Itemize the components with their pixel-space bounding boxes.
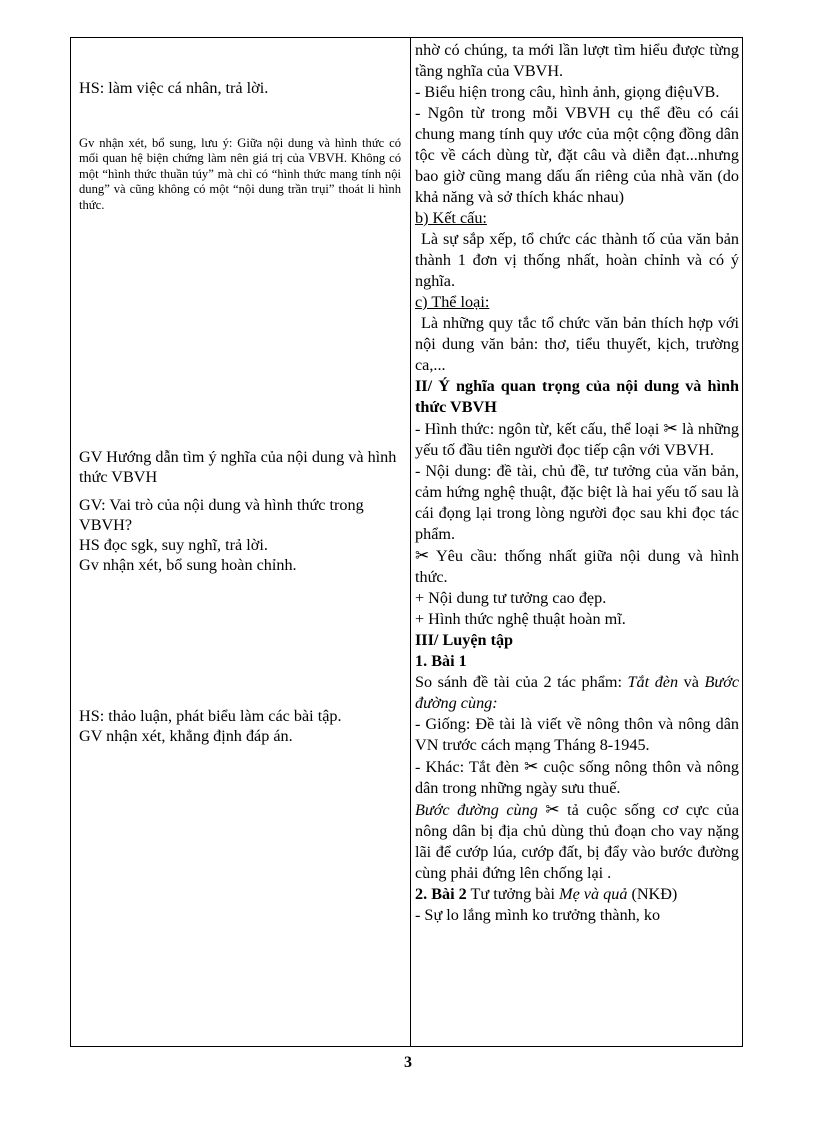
left-gv2: Gv nhận xét, bổ sung hoàn chỉnh. xyxy=(79,556,297,574)
right-p1: nhờ có chúng, ta mới lần lượt tìm hiểu được từng tầng nghĩa của VBVH. xyxy=(415,41,739,80)
ket-cau-text: Là sự sắp xếp, tổ chức các thành tố của văn bản thành 1 đơn vị thống nhất, hoàn chỉnh và có ý nghĩa. xyxy=(415,230,739,290)
content-table xyxy=(70,37,743,1047)
column-divider xyxy=(410,38,411,1046)
right-p2: - Biểu hiện trong câu, hình ảnh, giọng điệuVB. xyxy=(415,83,720,101)
last-line: - Sự lo lắng mình ko trưởng thành, ko xyxy=(415,906,661,924)
the-loai-text: Là những quy tắc tổ chức văn bản thích hợp với nội dung văn bản: thơ, tiểu thuyết, kịch, trường ca,... xyxy=(415,314,739,374)
khac-text: - Khác: Tắt đèn ✂ cuộc sống nông thôn và nông dân trong những ngày sưu thuế. xyxy=(415,757,739,797)
heading-the-loai: c) Thể loại: xyxy=(415,293,490,311)
heading-bai-1: 1. Bài 1 xyxy=(415,652,467,670)
bai-2-text: 2. Bài 2 Tư tưởng bài Mẹ và quả (NKĐ) xyxy=(415,885,678,903)
heading-section-II: II/ Ý nghĩa quan trọng của nội dung và hình thức VBVH xyxy=(415,377,739,416)
left-gv-question: GV: Vai trò của nội dung và hình thức trong VBVH? xyxy=(79,496,364,534)
giong-text: - Giống: Đề tài là viết về nông thôn và nông dân VN trước cách mạng Tháng 8-1945. xyxy=(415,715,739,754)
right-column xyxy=(415,40,739,926)
so-sanh-text: So sánh đề tài của 2 tác phẩm: Tắt đèn và Bước đường cùng: xyxy=(415,673,740,712)
noi-dung-text: - Nội dung: đề tài, chủ đề, tư tưởng của văn bản, cảm hứng nghệ thuật, đặc biệt là hai yếu tố sau là cái đọng lại trong lòng người đọc sau khi đọc tác phẩm. xyxy=(415,462,739,543)
left-gv-question-block xyxy=(79,495,401,575)
scissors-icon: ✂ xyxy=(524,757,539,776)
left-gv3: GV nhận xét, khẳng định đáp án. xyxy=(79,727,293,745)
buoc-duong-cung-text: Bước đường cùng ✂ tả cuộc sống cơ cực của nông dân bị địa chủ dùng thủ đoạn cho vay nặng lãi để cướp lúa, cướp đất, bị đẩy vào bước đường cùng phải đứng lên chống lại . xyxy=(415,800,740,882)
scissors-icon: ✂ xyxy=(415,546,430,565)
noi-dung-2: + Nội dung tư tưởng cao đẹp. xyxy=(415,589,607,607)
left-hs1: HS: làm việc cá nhân, trả lời. xyxy=(79,79,269,98)
hinh-thuc-text: - Hình thức: ngôn từ, kết cấu, thể loại ✂ là những yếu tố đầu tiên người đọc tiếp cận với VBVH. xyxy=(415,419,739,459)
left-hs2: HS đọc sgk, suy nghĩ, trả lời. xyxy=(79,536,268,554)
page-number: 3 xyxy=(404,1054,412,1071)
yeu-cau-text: ✂ Yêu cầu: thống nhất giữa nội dung và hình thức. xyxy=(415,546,739,586)
hinh-thuc-2: + Hình thức nghệ thuật hoàn mĩ. xyxy=(415,610,626,628)
heading-ket-cau: b) Kết cấu: xyxy=(415,209,487,227)
left-exercise-block xyxy=(79,706,401,746)
right-p3: - Ngôn từ trong mỗi VBVH cụ thể đều có cái chung mang tính quy ước của một cộng đồng dân tộc về cách dùng từ, đặt câu và diễn đạt...nhưng bao giờ cũng mang dấu ấn riêng của nhà văn (do khả năng và sở thích khác nhau) xyxy=(415,104,739,206)
left-hs3: HS: thảo luận, phát biểu làm các bài tập. xyxy=(79,707,342,725)
scissors-icon: ✂ xyxy=(545,800,560,819)
left-gv-note: Gv nhận xét, bổ sung, lưu ý: Giữa nội dung và hình thức có mối quan hệ biện chứng làm nên giá trị của VBVH. Không có một “hình thức thuần túy” mà chỉ có “hình thức mang tính nội dung” và cũng không có một “nội dung trần trụi” thoát li hình thức. xyxy=(79,135,401,212)
heading-section-III: III/ Luyện tập xyxy=(415,631,514,649)
left-gv-guide: GV Hướng dẫn tìm ý nghĩa của nội dung và hình thức VBVH xyxy=(79,448,397,487)
scissors-icon: ✂ xyxy=(663,419,678,438)
